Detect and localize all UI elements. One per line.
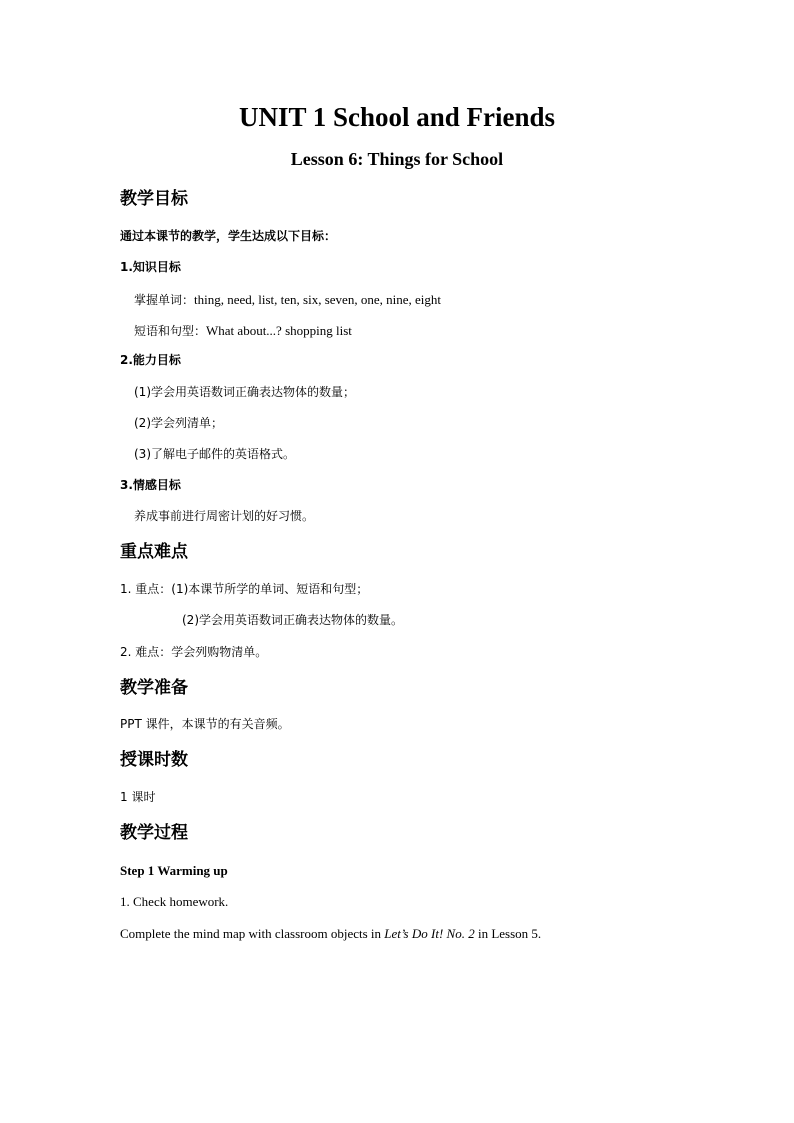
step1-label: Step 1 Warming up: [120, 863, 228, 878]
objectives-heading: 教学目标: [120, 189, 188, 209]
key-point-2: 2. 难点：学会列购物清单。: [120, 645, 268, 659]
phrases-line: [134, 323, 352, 339]
phrases-list: What about...? shopping list: [206, 323, 352, 338]
words-list: thing, need, list, ten, six, seven, one, nine, eight: [194, 292, 441, 307]
key-point-1: 1. 重点：(1)本课节所学的单词、短语和句型；: [120, 582, 369, 596]
process-item-1: 1. Check homework.: [120, 894, 229, 909]
key-point-1b: (2)学会用英语数词正确表达物体的数量。: [182, 613, 403, 627]
mind-map-line-pre: Complete the mind map with classroom objects in: [120, 926, 385, 941]
unit-title: UNIT 1 School and Friends: [238, 102, 556, 132]
ability-label: 2.能力目标: [120, 353, 181, 367]
ability-item-3: (3)了解电子邮件的英语格式。: [134, 447, 295, 461]
hours-text: 1 课时: [120, 790, 156, 804]
preparation-heading: 教学准备: [120, 678, 188, 698]
mind-map-line-post: in Lesson 5.: [474, 926, 542, 941]
knowledge-label: 1.知识目标: [120, 260, 181, 274]
words-line: [134, 292, 441, 308]
phrases-label: 短语和句型：: [134, 324, 207, 338]
ability-item-2: (2)学会列清单；: [134, 416, 223, 430]
mind-map-line: [120, 927, 541, 940]
mind-map-line-em: Let’s Do It! No. 2: [384, 926, 475, 941]
lesson-subtitle: Lesson 6: Things for School: [290, 149, 504, 169]
preparation-text: PPT 课件，本课节的有关音频。: [120, 717, 290, 731]
objectives-intro: 通过本课节的教学，学生达成以下目标：: [120, 229, 337, 243]
emotion-label: 3.情感目标: [120, 478, 181, 492]
hours-heading: 授课时数: [120, 750, 188, 770]
emotion-item: 养成事前进行周密计划的好习惯。: [134, 509, 315, 523]
process-heading: 教学过程: [120, 823, 188, 843]
ability-item-1: (1)学会用英语数词正确表达物体的数量；: [134, 385, 355, 399]
key-points-heading: 重点难点: [120, 542, 188, 562]
words-label: 掌握单词：: [134, 293, 195, 307]
